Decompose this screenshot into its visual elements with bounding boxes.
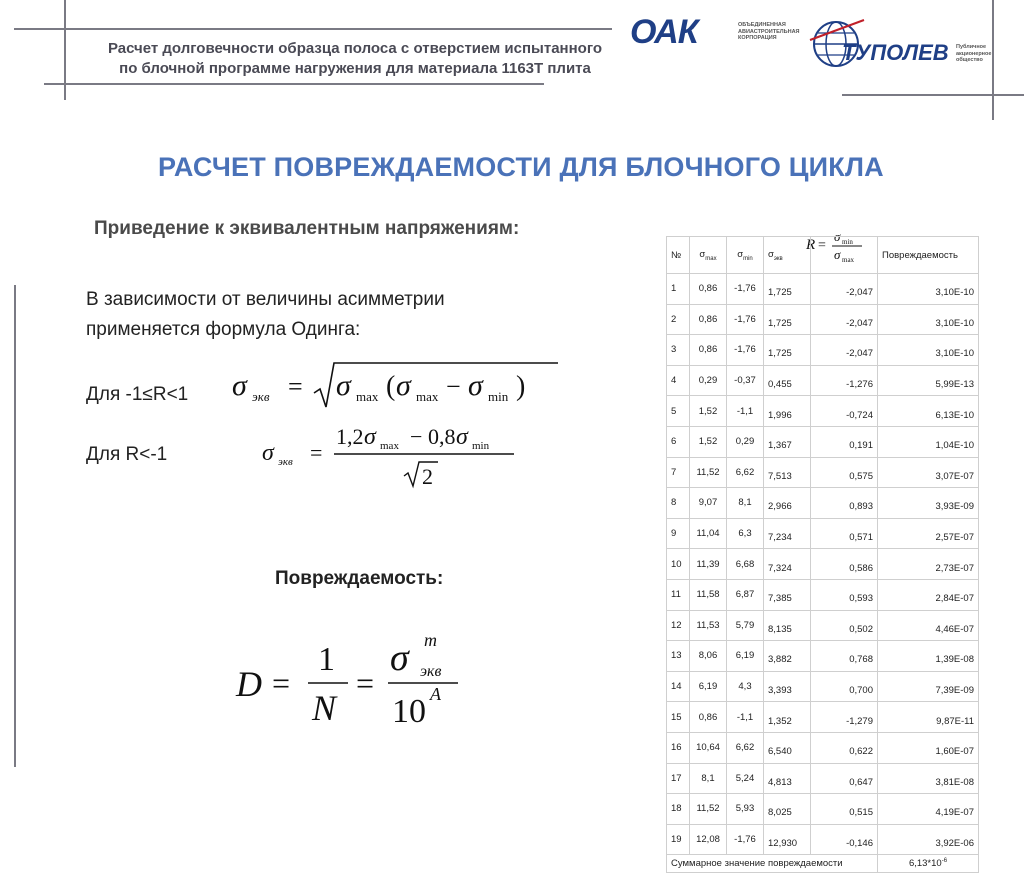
sigma-ekv: 7,234 (764, 518, 811, 549)
svg-text:min: min (472, 440, 490, 452)
r-value: -0,146 (811, 824, 878, 855)
damage-value: 7,39E-09 (878, 671, 979, 702)
sigma-min: 0,29 (727, 426, 764, 457)
sigma-max: 0,86 (690, 335, 727, 366)
sigma-min: -1,76 (727, 335, 764, 366)
svg-text:(: ( (386, 371, 396, 402)
table-row (667, 671, 979, 702)
oak-logo-subtitle: ОБЪЕДИНЕННАЯ АВИАСТРОИТЕЛЬНАЯ КОРПОРАЦИЯ (738, 22, 800, 41)
table-row (667, 732, 979, 763)
sigma-ekv: 7,513 (764, 457, 811, 488)
sigma-min: 4,3 (727, 671, 764, 702)
sigma-ekv: 1,725 (764, 274, 811, 305)
table-row (667, 457, 979, 488)
table-row (667, 396, 979, 427)
sigma-max: 0,86 (690, 274, 727, 305)
header-under-rule (44, 83, 544, 85)
sigma-max: 11,52 (690, 457, 727, 488)
body-line-2: применяется формула Одинга: (86, 319, 361, 340)
svg-text:σ: σ (390, 637, 409, 679)
damage-value: 3,93E-09 (878, 488, 979, 519)
row-num: 16 (667, 732, 690, 763)
svg-text:−: − (446, 372, 461, 401)
table-row (667, 549, 979, 580)
sigma-max: 0,86 (690, 702, 727, 733)
svg-text:max: max (842, 256, 855, 264)
table-row (667, 579, 979, 610)
col-header-sigma-min: $\sigma_{min}$ (727, 237, 764, 274)
damage-value: 3,10E-10 (878, 335, 979, 366)
sigma-min: 6,68 (727, 549, 764, 580)
r-value: 0,575 (811, 457, 878, 488)
svg-text:10: 10 (392, 693, 426, 730)
table-row (667, 702, 979, 733)
table-row (667, 488, 979, 519)
col-header-r (811, 237, 878, 274)
r-value: 0,700 (811, 671, 878, 702)
svg-text:=: = (818, 238, 826, 253)
svg-text:σ: σ (396, 369, 411, 402)
svg-text:=: = (272, 665, 291, 701)
sigma-min: 6,3 (727, 518, 764, 549)
sigma-ekv: 0,455 (764, 365, 811, 396)
damage-value: 3,10E-10 (878, 304, 979, 335)
sigma-max: 11,53 (690, 610, 727, 641)
table-row (667, 518, 979, 549)
sigma-max: 11,39 (690, 549, 727, 580)
table-row (667, 610, 979, 641)
sigma-ekv: 4,813 (764, 763, 811, 794)
row-num: 1 (667, 274, 690, 305)
svg-text:σ: σ (468, 369, 483, 402)
body-line-1: В зависимости от величины асимметрии (86, 289, 445, 310)
sigma-min: -1,76 (727, 274, 764, 305)
table-row (667, 304, 979, 335)
row-num: 11 (667, 579, 690, 610)
damage-value: 3,92E-06 (878, 824, 979, 855)
sigma-ekv: 1,996 (764, 396, 811, 427)
damage-table (666, 236, 979, 873)
sigma-ekv: 6,540 (764, 732, 811, 763)
damage-value: 1,04E-10 (878, 426, 979, 457)
svg-text:σ: σ (364, 424, 376, 450)
sigma-ekv: 1,352 (764, 702, 811, 733)
sigma-ekv: 1,725 (764, 335, 811, 366)
svg-text:1,2: 1,2 (336, 424, 364, 449)
r-value: -2,047 (811, 274, 878, 305)
section-subtitle: Приведение к эквивалентным напряжениям: (94, 218, 520, 239)
damage-value: 9,87E-11 (878, 702, 979, 733)
sigma-min: 5,79 (727, 610, 764, 641)
right-vertical-rule (992, 0, 994, 120)
damage-value: 1,39E-08 (878, 641, 979, 672)
row-num: 2 (667, 304, 690, 335)
sigma-max: 12,08 (690, 824, 727, 855)
damage-value: 3,81E-08 (878, 763, 979, 794)
damage-value: 5,99E-13 (878, 365, 979, 396)
tupolev-logo: ТУПОЛЕВ (842, 40, 949, 65)
sigma-ekv: 1,725 (764, 304, 811, 335)
damage-value: 2,57E-07 (878, 518, 979, 549)
sigma-ekv: 1,367 (764, 426, 811, 457)
table-row (667, 335, 979, 366)
oding-formula-2 (258, 418, 528, 490)
damage-value: 3,07E-07 (878, 457, 979, 488)
sigma-ekv: 7,324 (764, 549, 811, 580)
damage-value: 1,60E-07 (878, 732, 979, 763)
sigma-max: 8,06 (690, 641, 727, 672)
table-row (667, 426, 979, 457)
svg-text:max: max (416, 389, 439, 404)
svg-text:=: = (288, 372, 303, 401)
damage-label: Повреждаемость: (275, 568, 444, 589)
table-row (667, 794, 979, 825)
sigma-min: -1,76 (727, 304, 764, 335)
header-line-1: Расчет долговечности образца полоса с отверстием испытанного (107, 40, 603, 57)
damage-value: 2,73E-07 (878, 549, 979, 580)
r-value: -2,047 (811, 304, 878, 335)
top-rule (14, 28, 612, 30)
r-value: -1,276 (811, 365, 878, 396)
svg-text:σ: σ (834, 229, 841, 244)
svg-text:N: N (312, 688, 337, 728)
sigma-min: -1,1 (727, 396, 764, 427)
row-num: 13 (667, 641, 690, 672)
row-num: 7 (667, 457, 690, 488)
sigma-min: -1,76 (727, 824, 764, 855)
r-value: 0,593 (811, 579, 878, 610)
svg-text:max: max (380, 440, 399, 452)
row-num: 15 (667, 702, 690, 733)
oding-formula-1 (228, 355, 568, 415)
table-row (667, 274, 979, 305)
col-header-sigma-ekv: $\sigma_{экв}$ (764, 237, 811, 274)
row-num: 8 (667, 488, 690, 519)
sigma-ekv: 3,393 (764, 671, 811, 702)
damage-value: 4,46E-07 (878, 610, 979, 641)
r-value: 0,502 (811, 610, 878, 641)
r-value: -1,279 (811, 702, 878, 733)
svg-text:σ: σ (834, 247, 841, 262)
r-value: 0,893 (811, 488, 878, 519)
svg-text:max: max (356, 389, 379, 404)
sigma-max: 0,86 (690, 304, 727, 335)
damage-value: 3,10E-10 (878, 274, 979, 305)
svg-text:D: D (236, 664, 262, 704)
r-value: 0,768 (811, 641, 878, 672)
table-row (667, 763, 979, 794)
svg-text:σ: σ (262, 440, 274, 466)
svg-text:m: m (424, 630, 437, 650)
sigma-min: 5,93 (727, 794, 764, 825)
sigma-ekv: 2,966 (764, 488, 811, 519)
r-value: 0,622 (811, 732, 878, 763)
table-header-row (667, 237, 979, 274)
row-num: 14 (667, 671, 690, 702)
right-horizontal-rule (842, 94, 1024, 96)
page-title: РАСЧЕТ ПОВРЕЖДАЕМОСТИ ДЛЯ БЛОЧНОГО ЦИКЛА (158, 152, 884, 182)
sigma-min: 8,1 (727, 488, 764, 519)
sigma-min: 6,87 (727, 579, 764, 610)
sigma-max: 11,52 (690, 794, 727, 825)
r-value: 0,571 (811, 518, 878, 549)
row-num: 10 (667, 549, 690, 580)
sigma-max: 1,52 (690, 426, 727, 457)
sigma-min: -0,37 (727, 365, 764, 396)
condition-1: Для -1≤R<1 (86, 384, 189, 405)
left-side-rule (14, 285, 16, 767)
row-num: 12 (667, 610, 690, 641)
svg-text:σ: σ (336, 369, 351, 402)
r-value: -2,047 (811, 335, 878, 366)
r-value: 0,586 (811, 549, 878, 580)
svg-text:): ) (516, 371, 526, 402)
sigma-ekv: 3,882 (764, 641, 811, 672)
col-header-sigma-max: $\sigma_{max}$ (690, 237, 727, 274)
svg-text:0,8: 0,8 (428, 424, 456, 449)
sigma-max: 11,58 (690, 579, 727, 610)
sigma-max: 11,04 (690, 518, 727, 549)
row-num: 18 (667, 794, 690, 825)
sigma-min: -1,1 (727, 702, 764, 733)
row-num: 4 (667, 365, 690, 396)
tupolev-logo-subtitle: Публичное акционерное общество (956, 44, 992, 63)
svg-text:=: = (356, 665, 375, 701)
table-row (667, 641, 979, 672)
col-header-damage: Повреждаемость (878, 237, 979, 274)
svg-text:min: min (488, 389, 509, 404)
sigma-max: 10,64 (690, 732, 727, 763)
sigma-max: 0,29 (690, 365, 727, 396)
sigma-min: 6,62 (727, 457, 764, 488)
sigma-ekv: 12,930 (764, 824, 811, 855)
sigma-min: 5,24 (727, 763, 764, 794)
damage-formula (232, 630, 472, 730)
r-value: 0,647 (811, 763, 878, 794)
damage-value: 2,84E-07 (878, 579, 979, 610)
table-total-row (667, 855, 979, 873)
svg-text:2: 2 (422, 464, 433, 489)
svg-text:экв: экв (420, 663, 442, 680)
svg-text:min: min (842, 238, 853, 246)
sigma-min: 6,19 (727, 641, 764, 672)
svg-text:σ: σ (456, 424, 468, 450)
r-value: 0,191 (811, 426, 878, 457)
r-value: -0,724 (811, 396, 878, 427)
condition-2: Для R<-1 (86, 444, 168, 465)
row-num: 17 (667, 763, 690, 794)
row-num: 9 (667, 518, 690, 549)
sigma-max: 9,07 (690, 488, 727, 519)
svg-text:−: − (410, 424, 423, 449)
svg-text:R: R (806, 237, 816, 253)
svg-text:экв: экв (252, 389, 270, 404)
row-num: 19 (667, 824, 690, 855)
svg-text:σ: σ (232, 369, 247, 402)
total-label: Суммарное значение повреждаемости (667, 855, 878, 873)
damage-value: 4,19E-07 (878, 794, 979, 825)
damage-value: 6,13E-10 (878, 396, 979, 427)
table-row (667, 365, 979, 396)
row-num: 6 (667, 426, 690, 457)
col-header-num: № (667, 237, 690, 274)
sigma-ekv: 8,025 (764, 794, 811, 825)
row-num: 5 (667, 396, 690, 427)
row-num: 3 (667, 335, 690, 366)
svg-text:1: 1 (318, 641, 335, 678)
r-value: 0,515 (811, 794, 878, 825)
total-value: $6,13*10^{-6}$ (878, 855, 979, 873)
table-row (667, 824, 979, 855)
sigma-ekv: 8,135 (764, 610, 811, 641)
sigma-ekv: 7,385 (764, 579, 811, 610)
oak-logo: ОАК (630, 13, 698, 51)
svg-text:=: = (310, 440, 323, 465)
svg-text:экв: экв (278, 456, 293, 468)
sigma-max: 6,19 (690, 671, 727, 702)
sigma-max: 8,1 (690, 763, 727, 794)
svg-text:A: A (430, 684, 441, 704)
header-line-2: по блочной программе нагружения для материала 1163Т плита (119, 60, 591, 77)
sigma-min: 6,62 (727, 732, 764, 763)
sigma-max: 1,52 (690, 396, 727, 427)
